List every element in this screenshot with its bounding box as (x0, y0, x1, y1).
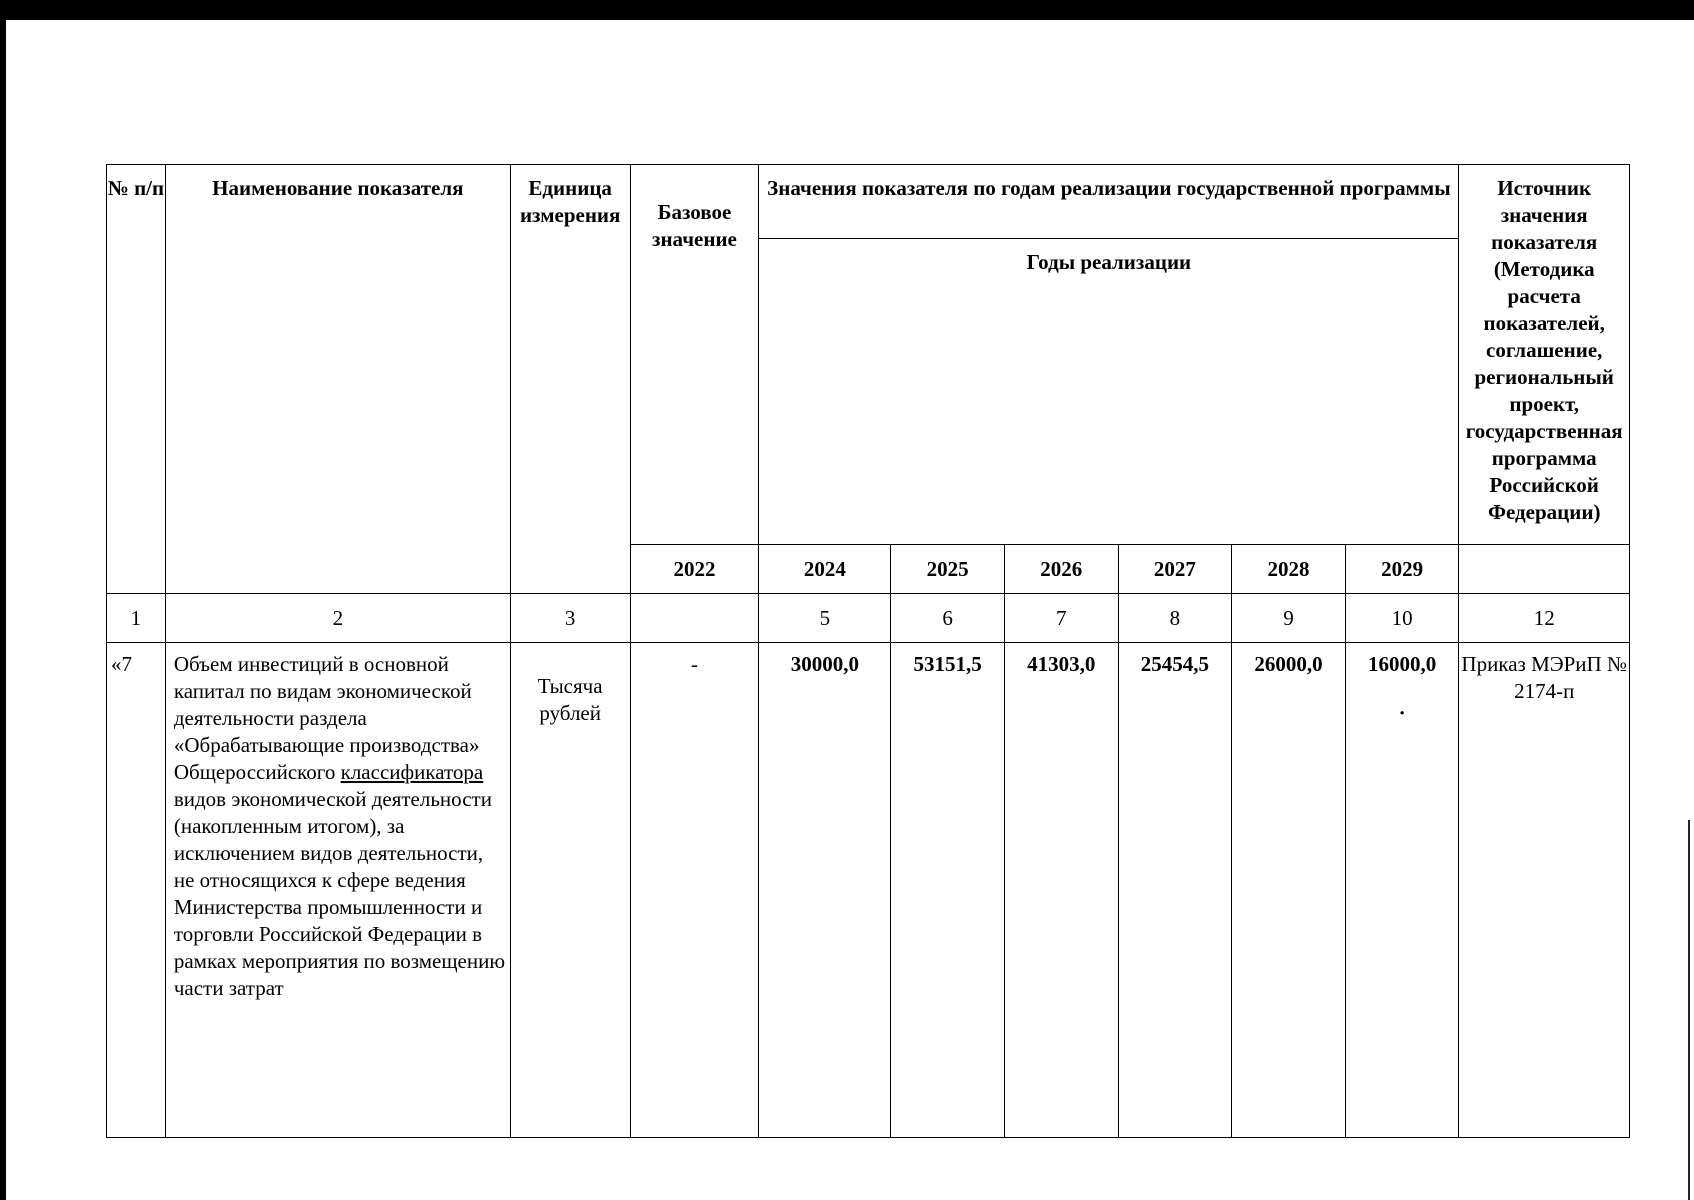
column-number: 9 (1232, 594, 1346, 643)
column-number: 1 (107, 594, 166, 643)
value-2028: 26000,0 (1232, 643, 1346, 1138)
value-2026: 41303,0 (1004, 643, 1118, 1138)
year-base: 2022 (630, 545, 759, 594)
header-source: Источник значения показателя (Методика расчета показателей, соглашение, региональный проект, государственная программа Российской Федерации) (1459, 165, 1630, 545)
column-number (630, 594, 759, 643)
indicator-name-part2: видов экономической деятельности (накопленным итогом), за исключением видов деятельности, не относящихся к сфере ведения Министерства промышленности и торговли Российской Федерации в рамках мероприятия по возмещению части затрат (173, 787, 506, 1000)
stray-mark: · (1398, 701, 1406, 725)
column-number: 12 (1459, 594, 1630, 643)
year-cell: 2029 (1345, 545, 1459, 594)
scan-right-edge (1688, 820, 1690, 1200)
column-number: 8 (1118, 594, 1232, 643)
base-value: - (630, 643, 759, 1138)
header-base: Базовое значение (630, 165, 759, 545)
header-no: № п/п (107, 165, 166, 594)
source-cell: Приказ МЭРиП № 2174-п (1459, 643, 1630, 1138)
value-2025: 53151,5 (891, 643, 1005, 1138)
scan-left-border (0, 0, 6, 1200)
column-number: 5 (759, 594, 891, 643)
year-source-blank (1459, 545, 1630, 594)
value-2027: 25454,5 (1118, 643, 1232, 1138)
header-name: Наименование показателя (165, 165, 510, 594)
year-cell: 2027 (1118, 545, 1232, 594)
column-number: 10 (1345, 594, 1459, 643)
scan-top-border (0, 0, 1694, 20)
header-years-group: Годы реализации (759, 239, 1459, 545)
unit-cell: Тысяча рублей (510, 643, 630, 1138)
column-number-row (107, 594, 1630, 643)
indicator-name-underlined: классификатора (340, 760, 484, 784)
year-cell: 2025 (891, 545, 1005, 594)
column-number: 3 (510, 594, 630, 643)
year-cell: 2024 (759, 545, 891, 594)
column-number: 6 (891, 594, 1005, 643)
table-row (107, 643, 1630, 1138)
column-number: 7 (1004, 594, 1118, 643)
indicator-table (106, 164, 1630, 1138)
header-values-group: Значения показателя по годам реализации государственной программы (759, 165, 1459, 239)
indicator-name (165, 643, 510, 1138)
indicator-name-part1: Объем инвестиций в основной капитал по видам экономической деятельности раздела «Обрабатывающие производства» Общероссийского (173, 652, 480, 784)
year-cell: 2026 (1004, 545, 1118, 594)
value-2024: 30000,0 (759, 643, 891, 1138)
column-number: 2 (165, 594, 510, 643)
year-cell: 2028 (1232, 545, 1346, 594)
value-2029: 16000,0 (1367, 652, 1437, 676)
header-unit: Единица измерения (510, 165, 630, 594)
value-2029-cell (1345, 643, 1459, 1138)
row-number: «7 (107, 643, 166, 1138)
